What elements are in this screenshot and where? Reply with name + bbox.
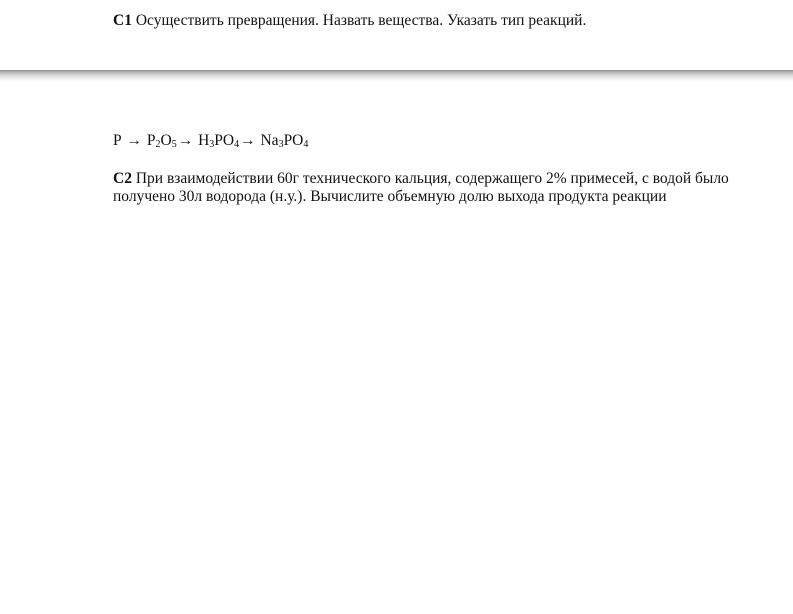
task-c1 (113, 11, 586, 30)
task-c2-line-1 (113, 169, 729, 188)
page-break-shadow (0, 70, 793, 82)
formula-na3po4-part-b: PO (283, 132, 304, 149)
task-c1-label: C1 (113, 12, 132, 29)
formula-h3po4-sub-1: 3 (209, 139, 215, 150)
task-c1-text: Осуществить превращения. Назвать вещества. Указать тип реакций. (131, 12, 587, 29)
formula-p2o5-sub-1: 2 (155, 139, 161, 150)
arrow-1: → (122, 132, 146, 149)
task-c2-text-2: получено 30л водорода (н.у.). Вычислите объемную долю выхода продукта реакции (113, 188, 667, 205)
task-c2-label: C2 (113, 170, 132, 187)
arrow-3: → (240, 132, 260, 149)
formula-p2o5-sub-2: 5 (171, 139, 177, 150)
formula-h3po4-part-a: H (198, 132, 210, 149)
formula-h3po4-part-b: PO (214, 132, 235, 149)
task-c2-line-2 (113, 187, 667, 206)
formula-p2o5-part-a: P (146, 132, 156, 149)
formula-na3po4-sub-2: 4 (303, 139, 309, 150)
formula-phosphorus: P (113, 132, 122, 149)
formula-na3po4-part-a: Na (260, 132, 279, 149)
arrow-2: → (177, 132, 198, 149)
page-top (0, 0, 793, 70)
task-c2-text-1: При взаимодействии 60г технического кальция, содержащего 2% примесей, с водой было (131, 170, 729, 187)
formula-na3po4-sub-1: 3 (278, 139, 284, 150)
formula-h3po4-sub-2: 4 (234, 139, 240, 150)
formula-na3po4 (260, 132, 308, 149)
formula-p2o5-part-b: O (160, 132, 172, 149)
reaction-chain (113, 131, 308, 150)
formula-p2o5 (147, 132, 177, 149)
formula-h3po4 (198, 132, 239, 149)
page-bottom (0, 82, 793, 614)
